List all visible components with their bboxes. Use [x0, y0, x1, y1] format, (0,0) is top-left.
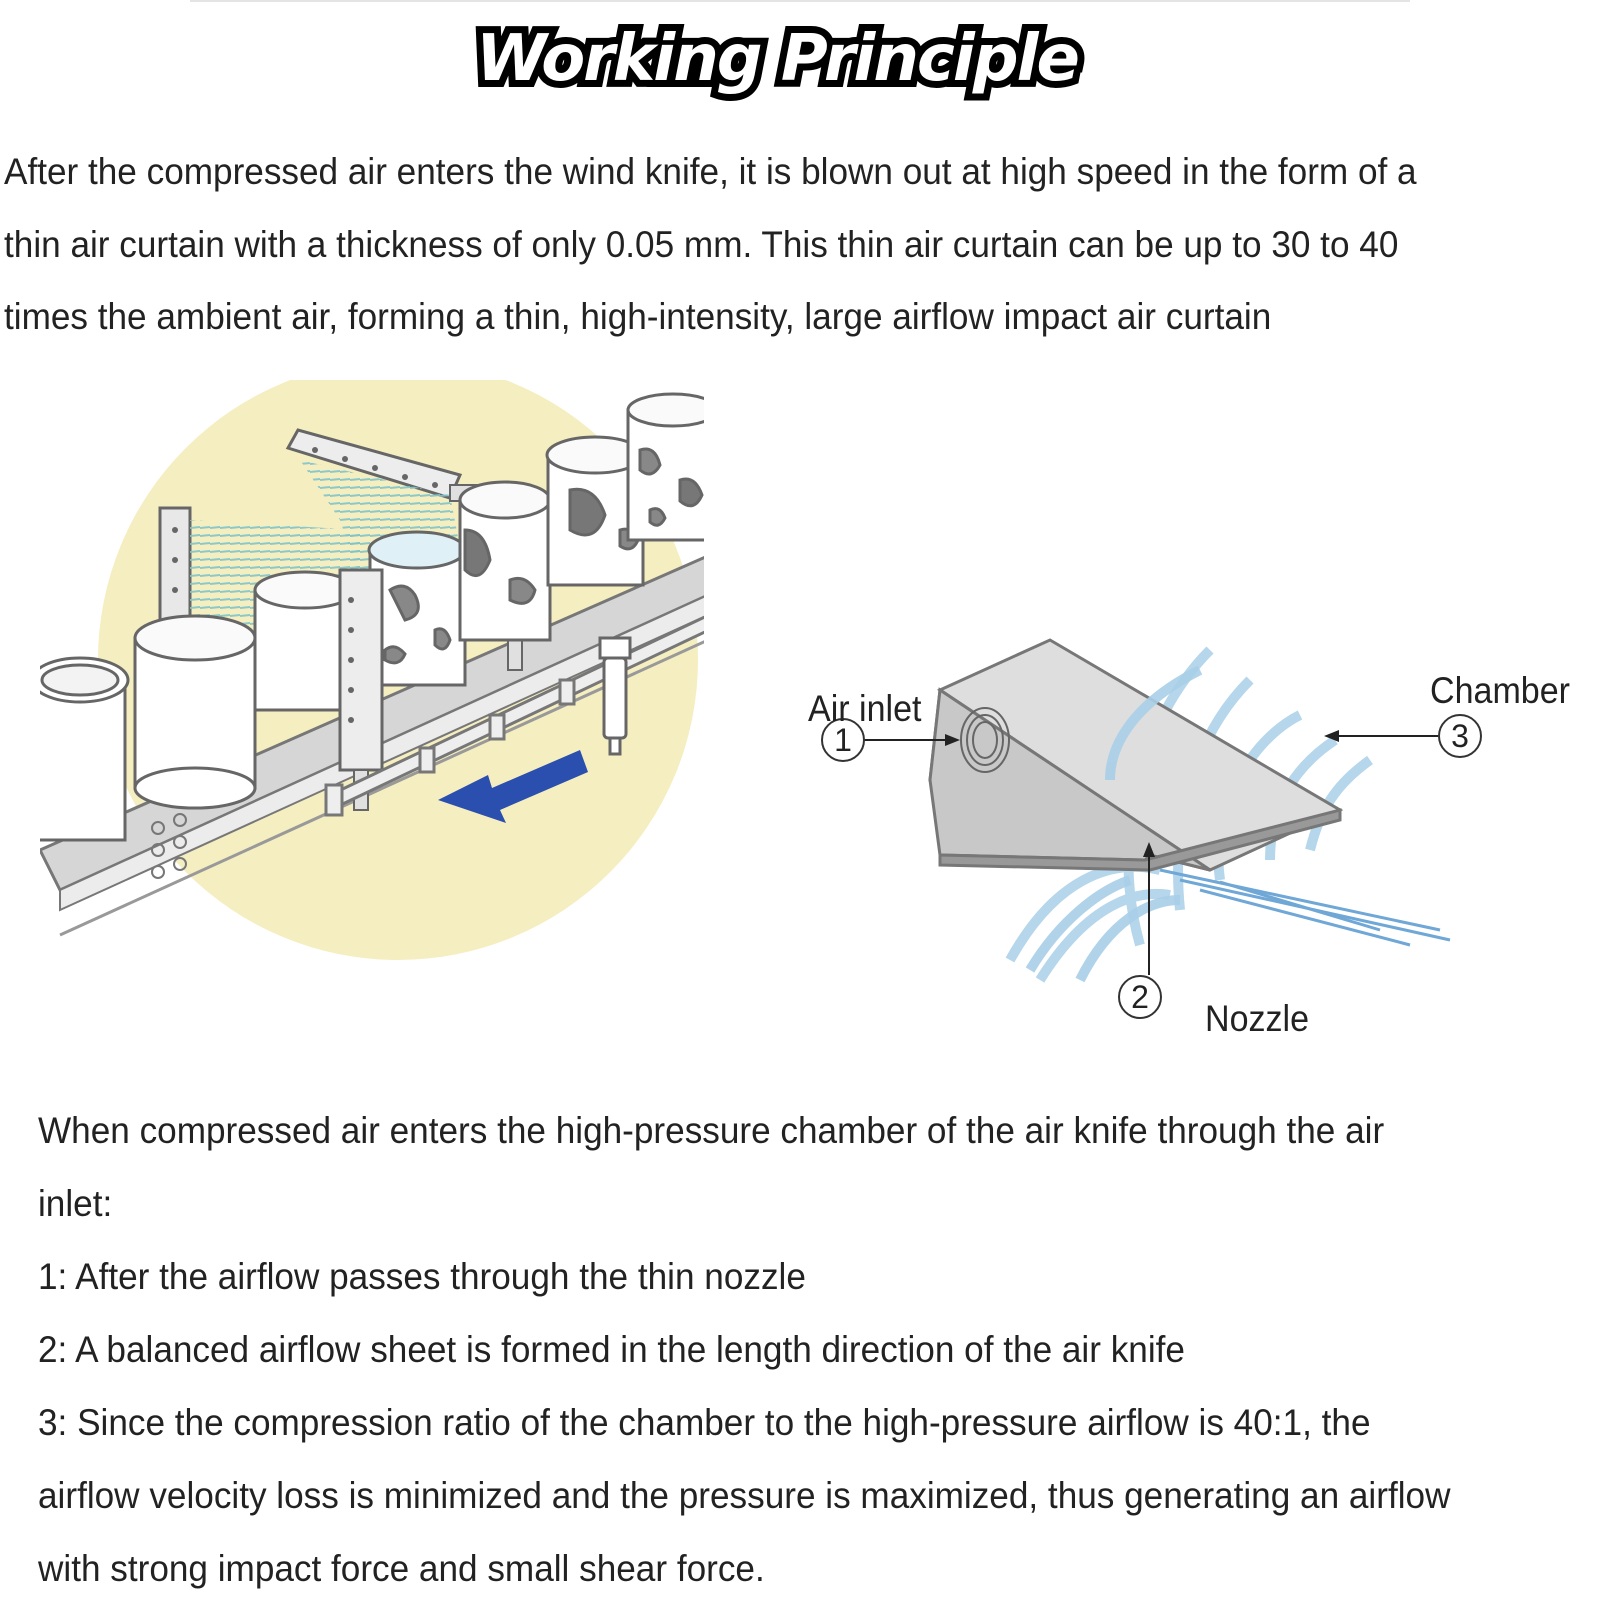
chamber-label: Chamber — [1430, 670, 1571, 711]
description-step: airflow velocity loss is minimized and the pressure is maximized, thus generating an airflow — [38, 1475, 1451, 1516]
air-inlet-label: Air inlet — [808, 688, 922, 729]
intro-line: thin air curtain with a thickness of only 0.05 mm. This thin air curtain can be up to 30 to 40 — [4, 223, 1399, 265]
intro-line: After the compressed air enters the wind knife, it is blown out at high speed in the form of a — [4, 151, 1417, 192]
air-sheet — [1160, 870, 1450, 945]
number-1: 1 — [834, 722, 852, 758]
container-5 — [460, 482, 550, 640]
nozzle-label: Nozzle — [1205, 998, 1310, 1039]
page-title: Working Principle — [476, 22, 1078, 96]
container-1 — [40, 658, 128, 840]
description-step: 1: After the airflow passes through the thin nozzle — [38, 1256, 806, 1297]
container-7 — [628, 394, 718, 540]
intro-paragraph — [4, 136, 1505, 354]
container-2 — [135, 616, 255, 808]
air-filter — [600, 638, 630, 754]
description-step: 2: A balanced airflow sheet is formed in the length direction of the air knife — [38, 1329, 1185, 1370]
number-3: 3 — [1451, 718, 1469, 754]
description-intro-line: When compressed air enters the high-pressure chamber of the air knife through the air — [38, 1110, 1385, 1151]
number-2: 2 — [1131, 979, 1149, 1015]
intro-line: times the ambient air, forming a thin, high-intensity, large airflow impact air curtain — [4, 296, 1272, 337]
description-step: with strong impact force and small shear force. — [38, 1548, 765, 1589]
description-step: 3: Since the compression ratio of the chamber to the high-pressure airflow is 40:1, the — [38, 1402, 1371, 1443]
vertical-air-knife-front — [340, 570, 382, 770]
description-intro-line: inlet: — [38, 1183, 113, 1224]
conveyor-illustration — [40, 380, 730, 980]
top-divider — [190, 0, 1410, 2]
